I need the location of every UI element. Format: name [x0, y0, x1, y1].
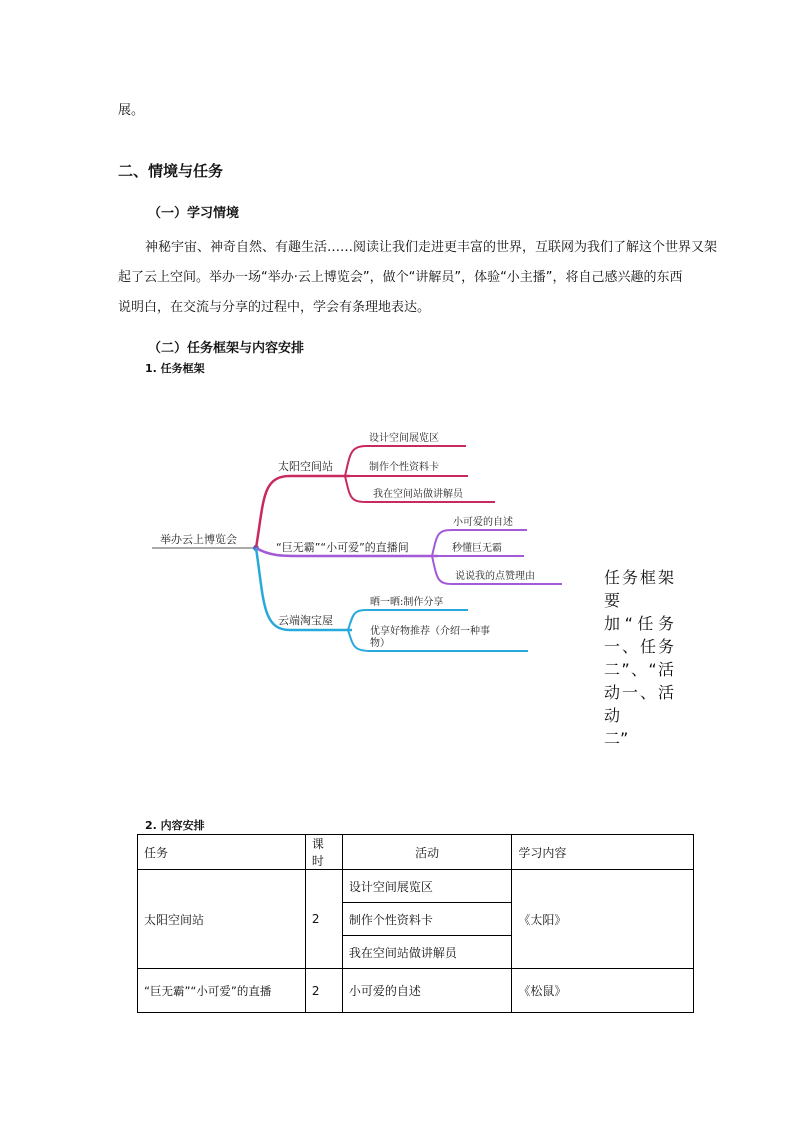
header-task: 任务 — [138, 835, 306, 870]
side-note-line-3: 一、任务 — [604, 637, 674, 656]
item-title-content: 2. 内容安排 — [145, 819, 205, 832]
mindmap-root: 举办云上博览会 — [160, 533, 237, 546]
leaf-3-1: 晒一晒:制作分享 — [370, 597, 444, 608]
header-content: 学习内容 — [512, 835, 694, 870]
subsection-title-situation: （一）学习情境 — [148, 206, 240, 221]
leaf-2-1: 小可爱的自述 — [453, 517, 513, 528]
side-note-line-2: 加“任务 — [604, 614, 674, 633]
leaf-1-1: 设计空间展览区 — [369, 433, 439, 444]
side-note — [604, 566, 674, 750]
header-activity: 活动 — [342, 835, 512, 870]
side-note-line-4: 二”、“活 — [604, 660, 674, 679]
side-note-line-6: 二” — [604, 729, 629, 748]
cell-activity: 小可爱的自述 — [342, 969, 512, 1013]
cell-task: 太阳空间站 — [138, 870, 306, 969]
table-header-row — [138, 835, 694, 870]
item-title-framework: 1. 任务框架 — [145, 362, 205, 375]
cell-content: 《太阳》 — [512, 870, 694, 969]
leaf-1-2: 制作个性资料卡 — [369, 462, 439, 473]
leaf-3-2a: 优享好物推荐（介绍一种事 — [370, 626, 490, 637]
side-note-line-5: 动一、活动 — [604, 683, 674, 725]
subsection-title-tasks: （二）任务框架与内容安排 — [148, 341, 305, 356]
cell-activity: 制作个性资料卡 — [342, 903, 512, 936]
branch-line-1 — [256, 476, 350, 548]
branch-label-2: “巨无霸”“小可爱”的直播间 — [276, 541, 409, 554]
cell-activity: 我在空间站做讲解员 — [342, 936, 512, 969]
leaf-2-3: 说说我的点赞理由 — [455, 571, 535, 582]
leaf-1-3: 我在空间站做讲解员 — [373, 489, 463, 500]
paragraph-line-2: 起了云上空间。举办一场“举办·云上博览会”，做个“讲解员”，体验“小主播”，将自己感兴趣的东西 — [118, 270, 683, 285]
paragraph-line-1: 神秘宇宙、神奇自然、有趣生活……阅读让我们走进更丰富的世界，互联网为我们了解这个世界又架 — [145, 240, 718, 255]
content-table — [137, 834, 694, 1013]
table-row — [138, 969, 694, 1013]
cell-task: “巨无霸”“小可爱”的直播 — [138, 969, 306, 1013]
table-row — [138, 870, 694, 903]
leaf-3-2b: 物） — [370, 638, 390, 649]
leaf-2-2: 秒懂巨无霸 — [452, 543, 502, 554]
cell-content: 《松鼠》 — [512, 969, 694, 1013]
cell-activity: 设计空间展览区 — [342, 870, 512, 903]
side-note-line-1: 任务框架要 — [604, 568, 674, 610]
branch-label-3: 云端淘宝屋 — [278, 614, 333, 627]
cell-hours: 2 — [305, 870, 342, 969]
paragraph-line-3: 说明白，在交流与分享的过程中，学会有条理地表达。 — [118, 300, 431, 315]
intro-tail: 展。 — [118, 103, 145, 118]
branch-label-1: 太阳空间站 — [278, 460, 333, 473]
cell-hours: 2 — [305, 969, 342, 1013]
section-title: 二、情境与任务 — [118, 162, 224, 180]
header-hours: 课时 — [305, 835, 342, 870]
